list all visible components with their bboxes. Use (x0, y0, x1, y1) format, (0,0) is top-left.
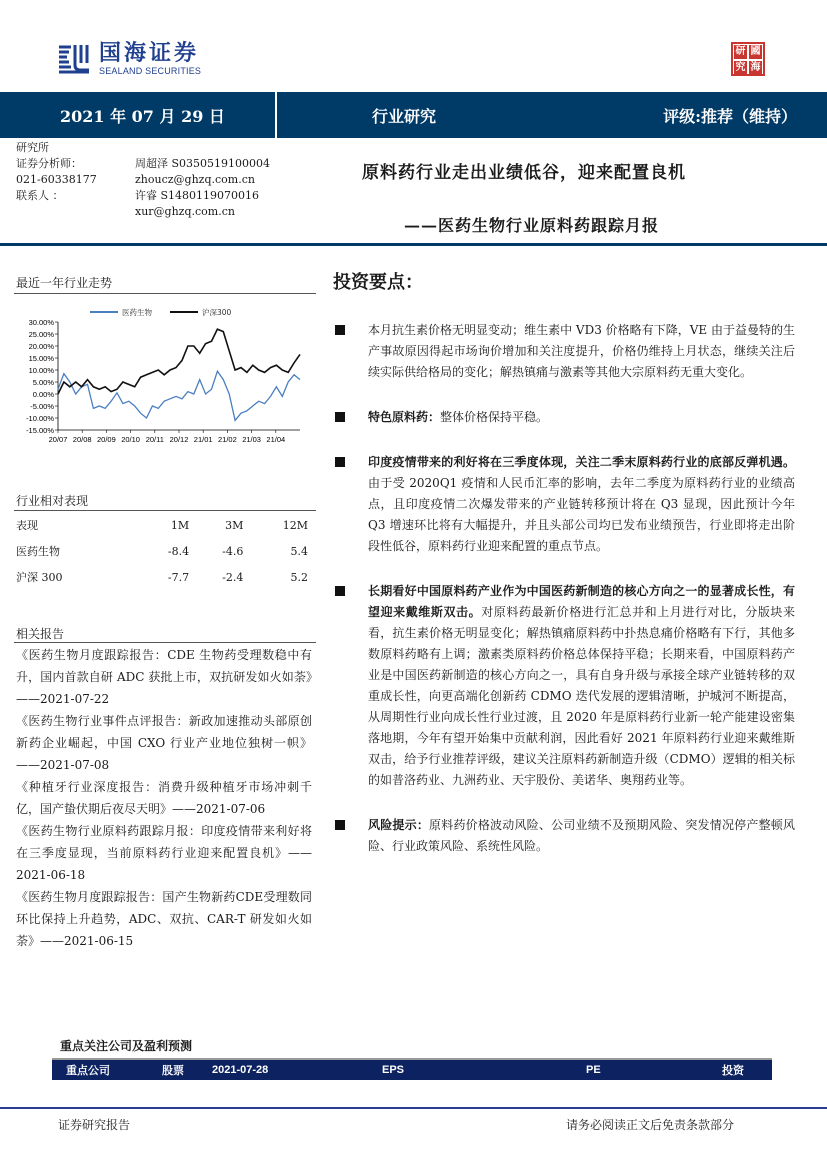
focus-section-title: 重点关注公司及盈利预测 (60, 1039, 193, 1053)
section-divider (14, 510, 316, 511)
bullet-text: 对原料药最新价格进行汇总并和上月进行对比，分版块来看，抗生素价格无明显变化；解热镇痛原料药中扑热息痛价格略有下行，其他多数原料药略有上调；激素类原料药价格总体保持平稳；长期来看，中国原料药产业是中国医药新制造的核心方向之一，具有自身升级与承接全球产业链转移的双重成长性，向更高端化创新药 CDMO 迭代发展的逻辑清晰，护城河不断提高，从周期性行业向成长性行业过渡，且 2020 年是原料药行业新一轮产能建设密集落地期，今年有望开始集中贡献利润，因此看好 2021 年原料药行业迎来戴维斯双击，给予行业推荐评级，建议关注原料药新制造升级（CDMO）逻辑的相关标的如普洛药业、九洲药业、天宇股份、美诺华、奥翔药业等。 (368, 605, 795, 787)
series-line-csi300 (58, 329, 300, 394)
bullet-square-icon (335, 412, 345, 422)
y-tick-label: 20.00% (28, 342, 54, 351)
analyst-phone: 021-60338177 (16, 173, 97, 186)
header-cell: 12M (282, 518, 308, 532)
bullet-bold: 特色原料药： (368, 410, 441, 424)
report-date: 2021 年 07 月 29 日 (0, 92, 277, 138)
footer-left-text: 证券研究报告 (58, 1118, 131, 1132)
x-tick-label: 20/07 (48, 435, 68, 444)
cell-12m: 5.2 (290, 570, 308, 584)
header-cell: 投资 (722, 1064, 744, 1077)
sealand-logo-icon (57, 43, 91, 77)
legend-label: 沪深300 (202, 308, 232, 317)
analyst-row (16, 156, 270, 172)
bullet-text: 本月抗生素价格无明显变动；维生素中 VD3 价格略有下降，VE 由于益曼特的生产事故原因得起市场询价增加和关注度提升，价格仍维持上月状态，继续关注后续实际供给格局的变化；解热镇痛与激素等其他大宗原料药无重大变化。 (368, 323, 795, 379)
bullet-item (335, 815, 795, 857)
bullet-item (335, 452, 795, 557)
related-report-link[interactable]: 《种植牙行业深度报告：消费升级种植牙市场冲刺千亿，国产蛰伏期后夜尽天明》——2021-07-06 (16, 780, 312, 816)
bullet-item (335, 407, 795, 428)
research-seal-icon (731, 42, 765, 76)
x-tick-label: 20/12 (169, 435, 189, 444)
analyst-value: 周超泽 S0350519100004 (135, 157, 271, 170)
header-cell: 2021-07-28 (212, 1064, 269, 1076)
section-divider (14, 642, 316, 643)
analyst-info (16, 140, 270, 220)
contact-email-link[interactable]: xur@ghzq.com.cn (135, 205, 235, 218)
analyst-email-link[interactable]: zhoucz@ghzq.com.cn (135, 173, 255, 186)
report-subtitle: ——医药生物行业原料药跟踪月报 (404, 216, 660, 235)
y-tick-label: 25.00% (28, 330, 54, 339)
header-cell: 表现 (16, 519, 38, 532)
institute-label: 研究所 (16, 141, 49, 154)
bullet-text: 原料药价格波动风险、公司业绩不及预期风险、突发情况停产整顿风险、行业政策风险、系统性风险。 (368, 818, 795, 853)
y-tick-label: -15.00% (26, 426, 54, 435)
bullet-item (335, 320, 795, 383)
header-band (0, 92, 827, 138)
y-tick-label: 0.00% (32, 390, 54, 399)
footer-disclaimer-link[interactable]: 请务必阅读正文后免责条款部分 (566, 1118, 735, 1132)
y-tick-label: 5.00% (32, 378, 54, 387)
bullet-text: 由于受 2020Q1 疫情和人民币汇率的影响，去年二季度为原料药行业的业绩高点，且印度疫情二次爆发带来的产业链转移预计将在 Q3 显现，因此预计今年 Q3 增速环比将有大幅提升，并且头部公司均已发布业绩预告，行业即将走出阶段性低谷，原料药行业迎来配置的重点节点。 (368, 476, 795, 553)
trend-chart-svg (10, 300, 315, 450)
table-row (16, 538, 308, 564)
header-cell: PE (586, 1064, 601, 1076)
x-tick-label: 20/10 (121, 435, 140, 444)
header-cell: 重点公司 (66, 1064, 110, 1077)
investment-bullets (335, 320, 795, 881)
bullet-item (335, 581, 795, 791)
y-tick-label: -5.00% (30, 402, 54, 411)
bullet-bold: 印度疫情带来的利好将在三季度体现，关注二季末原料药行业的底部反弹机遇。 (368, 455, 795, 469)
seal-char: 究 (735, 62, 746, 73)
footer-divider (0, 1107, 827, 1109)
logo-english-name: SEALAND SECURITIES (99, 66, 202, 76)
related-report-link[interactable]: 《医药生物月度跟踪报告：国产生物新药CDE受理数同环比保持上升趋势，ADC、双抗、CAR-T 研发如火如荼》——2021-06-15 (16, 890, 312, 948)
bullet-square-icon (335, 325, 345, 335)
y-tick-label: 15.00% (28, 354, 54, 363)
header-divider (0, 243, 827, 246)
bullet-bold: 风险提示： (368, 818, 430, 832)
bullet-square-icon (335, 586, 345, 596)
y-tick-label: -10.00% (26, 414, 54, 423)
contact-label: 联系人 ： (16, 189, 64, 202)
x-tick-label: 21/02 (218, 435, 237, 444)
investment-highlights-title: 投资要点： (333, 272, 423, 293)
x-tick-label: 20/09 (97, 435, 116, 444)
section-divider (14, 293, 316, 294)
report-rating: 评级:推荐（维持） (663, 106, 797, 126)
cell-1m: -7.7 (167, 570, 190, 584)
header-cell: 股票 (162, 1064, 184, 1077)
x-tick-label: 21/04 (266, 435, 286, 444)
header-cell: 3M (225, 518, 244, 532)
header-cell: 1M (170, 518, 190, 532)
series-line-pharma (58, 371, 300, 420)
row-label: 沪深 300 (16, 571, 63, 584)
y-tick-label: 10.00% (28, 366, 54, 375)
bullet-bold: 长期看好中国原料药产业作为中国医药新制造的核心方向之一的显著成长性，有望迎来戴维斯双击。 (368, 584, 795, 619)
x-tick-label: 21/01 (193, 435, 213, 444)
bullet-text: 整体价格保持平稳。 (440, 410, 549, 424)
x-tick-label: 21/03 (242, 435, 261, 444)
related-reports-list (16, 644, 312, 952)
x-tick-label: 20/11 (145, 435, 164, 444)
y-tick-label: 30.00% (28, 318, 54, 327)
related-section-title: 相关报告 (16, 627, 65, 641)
cell-1m: -8.4 (167, 544, 190, 558)
seal-char: 國 (750, 46, 761, 57)
trend-section-title: 最近一年行业走势 (16, 276, 113, 290)
logo-chinese-name: 国海证券 (99, 41, 200, 66)
bullet-square-icon (335, 457, 345, 467)
table-row (16, 564, 308, 590)
seal-char: 研 (735, 46, 746, 57)
related-report-link[interactable]: 《医药生物行业事件点评报告：新政加速推动头部原创新药企业崛起，中国 CXO 行业产业地位独树一帜》——2021-07-08 (16, 714, 312, 772)
cell-12m: 5.4 (290, 544, 308, 558)
row-label: 医药生物 (16, 545, 60, 558)
contact-label-empty (16, 204, 135, 220)
cell-3m: -2.4 (222, 570, 244, 584)
performance-section-title: 行业相对表现 (16, 494, 89, 508)
header-cell: EPS (382, 1064, 405, 1076)
related-report-link[interactable]: 《医药生物行业原料药跟踪月报：印度疫情带来利好将在三季度显现，当前原料药行业迎来配置良机》——2021-06-18 (16, 824, 312, 882)
seal-char: 海 (750, 62, 761, 73)
analyst-label: 证券分析师： (16, 157, 82, 170)
x-tick-label: 20/08 (72, 435, 92, 444)
analyst-row (16, 188, 270, 204)
related-report-link[interactable]: 《医药生物月度跟踪报告：CDE 生物药受理数稳中有升，国内首款自研 ADC 获批上市，双抗研发如火如荼》——2021-07-22 (16, 648, 312, 706)
legend-label: 医药生物 (122, 308, 152, 317)
focus-table-header (52, 1060, 772, 1080)
bullet-square-icon (335, 820, 345, 830)
company-logo (57, 42, 201, 77)
report-type: 行业研究 (372, 106, 437, 126)
industry-trend-chart (10, 300, 315, 450)
analyst-row (16, 172, 270, 188)
analyst-row (16, 204, 270, 220)
report-title: 原料药行业走出业绩低谷，迎来配置良机 (362, 163, 686, 183)
table-header-row (16, 512, 308, 538)
contact-value: 许睿 S1480119070016 (135, 189, 260, 202)
performance-table (16, 512, 308, 590)
cell-3m: -4.6 (222, 544, 244, 558)
